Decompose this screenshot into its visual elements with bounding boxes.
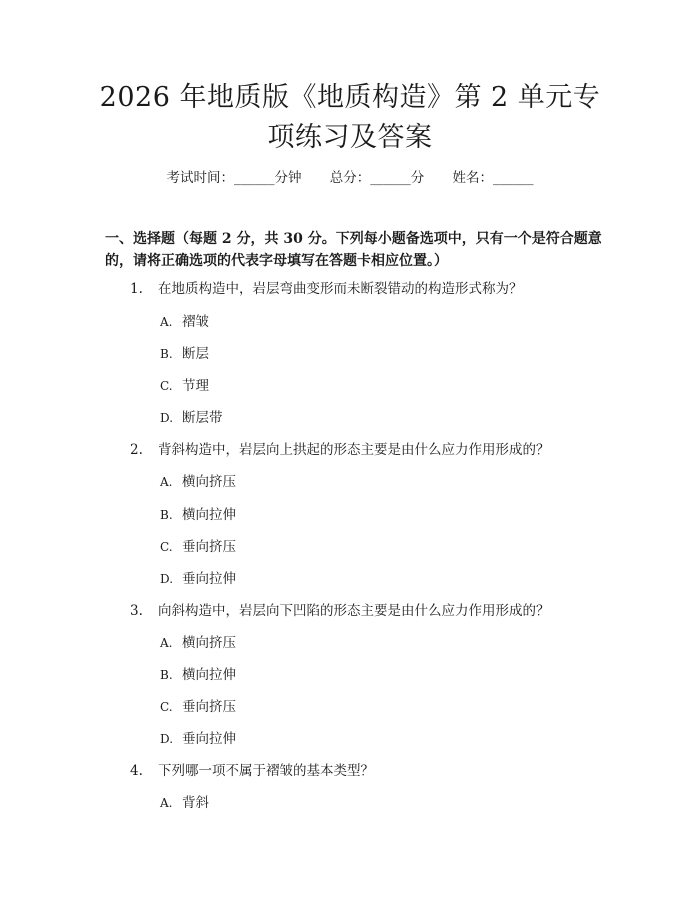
option-item [160, 665, 236, 685]
section-heading: 一、选择题（每题 2 分，共 30 分。下列每小题备选项中，只有一个是符合题意的，请将正确选项的代表字母填写在答题卡相应位置。） [105, 231, 602, 269]
option-text: 背斜 [182, 795, 209, 811]
option-letter: B. [160, 508, 173, 522]
option-text: 横向拉伸 [182, 507, 236, 523]
option-letter: A. [160, 796, 173, 810]
option-text: 节理 [182, 378, 209, 394]
option-letter: C. [160, 540, 173, 554]
question-text: 在地质构造中，岩层弯曲变形而未断裂错动的构造形式称为？ [158, 281, 523, 297]
option-item [160, 376, 209, 396]
exam-meta [0, 168, 700, 188]
option-text: 横向挤压 [182, 635, 236, 651]
document-title: 2026 年地质版《地质构造》第 2 单元专项练习及答案 [99, 82, 601, 153]
question-number: 1. [130, 281, 143, 297]
option-text: 垂向挤压 [182, 699, 236, 715]
option-letter: C. [160, 700, 173, 714]
option-item [160, 729, 236, 749]
question-4 [130, 761, 374, 781]
option-text: 断层带 [182, 410, 223, 426]
option-text: 垂向拉伸 [182, 571, 236, 587]
option-text: 褶皱 [182, 314, 209, 330]
option-text: 垂向挤压 [182, 539, 236, 555]
option-item [160, 344, 209, 364]
option-letter: B. [160, 347, 173, 361]
question-number: 2. [130, 442, 143, 458]
question-1 [130, 279, 523, 299]
question-number: 4. [130, 763, 143, 779]
question-text: 向斜构造中，岩层向下凹陷的形态主要是由什么应力作用形成的？ [158, 603, 550, 619]
option-text: 断层 [182, 346, 209, 362]
question-2 [130, 440, 550, 460]
option-text: 横向挤压 [182, 474, 236, 490]
option-text: 垂向拉伸 [182, 731, 236, 747]
option-letter: D. [160, 732, 174, 746]
option-item [160, 697, 236, 717]
question-text: 下列哪一项不属于褶皱的基本类型？ [158, 763, 374, 779]
question-3 [130, 601, 550, 621]
exam-total-score: 总分：______分 [329, 170, 425, 186]
option-item [160, 569, 236, 589]
option-item [160, 505, 236, 525]
option-letter: C. [160, 379, 173, 393]
question-number: 3. [130, 603, 143, 619]
option-item [160, 408, 223, 428]
option-letter: A. [160, 315, 173, 329]
question-text: 背斜构造中，岩层向上拱起的形态主要是由什么应力作用形成的？ [158, 442, 550, 458]
option-letter: B. [160, 668, 173, 682]
option-text: 横向拉伸 [182, 667, 236, 683]
option-letter: D. [160, 572, 174, 586]
option-item [160, 633, 236, 653]
option-letter: A. [160, 636, 173, 650]
option-letter: D. [160, 411, 174, 425]
option-item [160, 793, 209, 813]
exam-name-field: 姓名：______ [452, 170, 534, 186]
exam-time: 考试时间：______分钟 [166, 170, 302, 186]
option-letter: A. [160, 475, 173, 489]
option-item [160, 472, 236, 492]
option-item [160, 537, 236, 557]
option-item [160, 312, 209, 332]
